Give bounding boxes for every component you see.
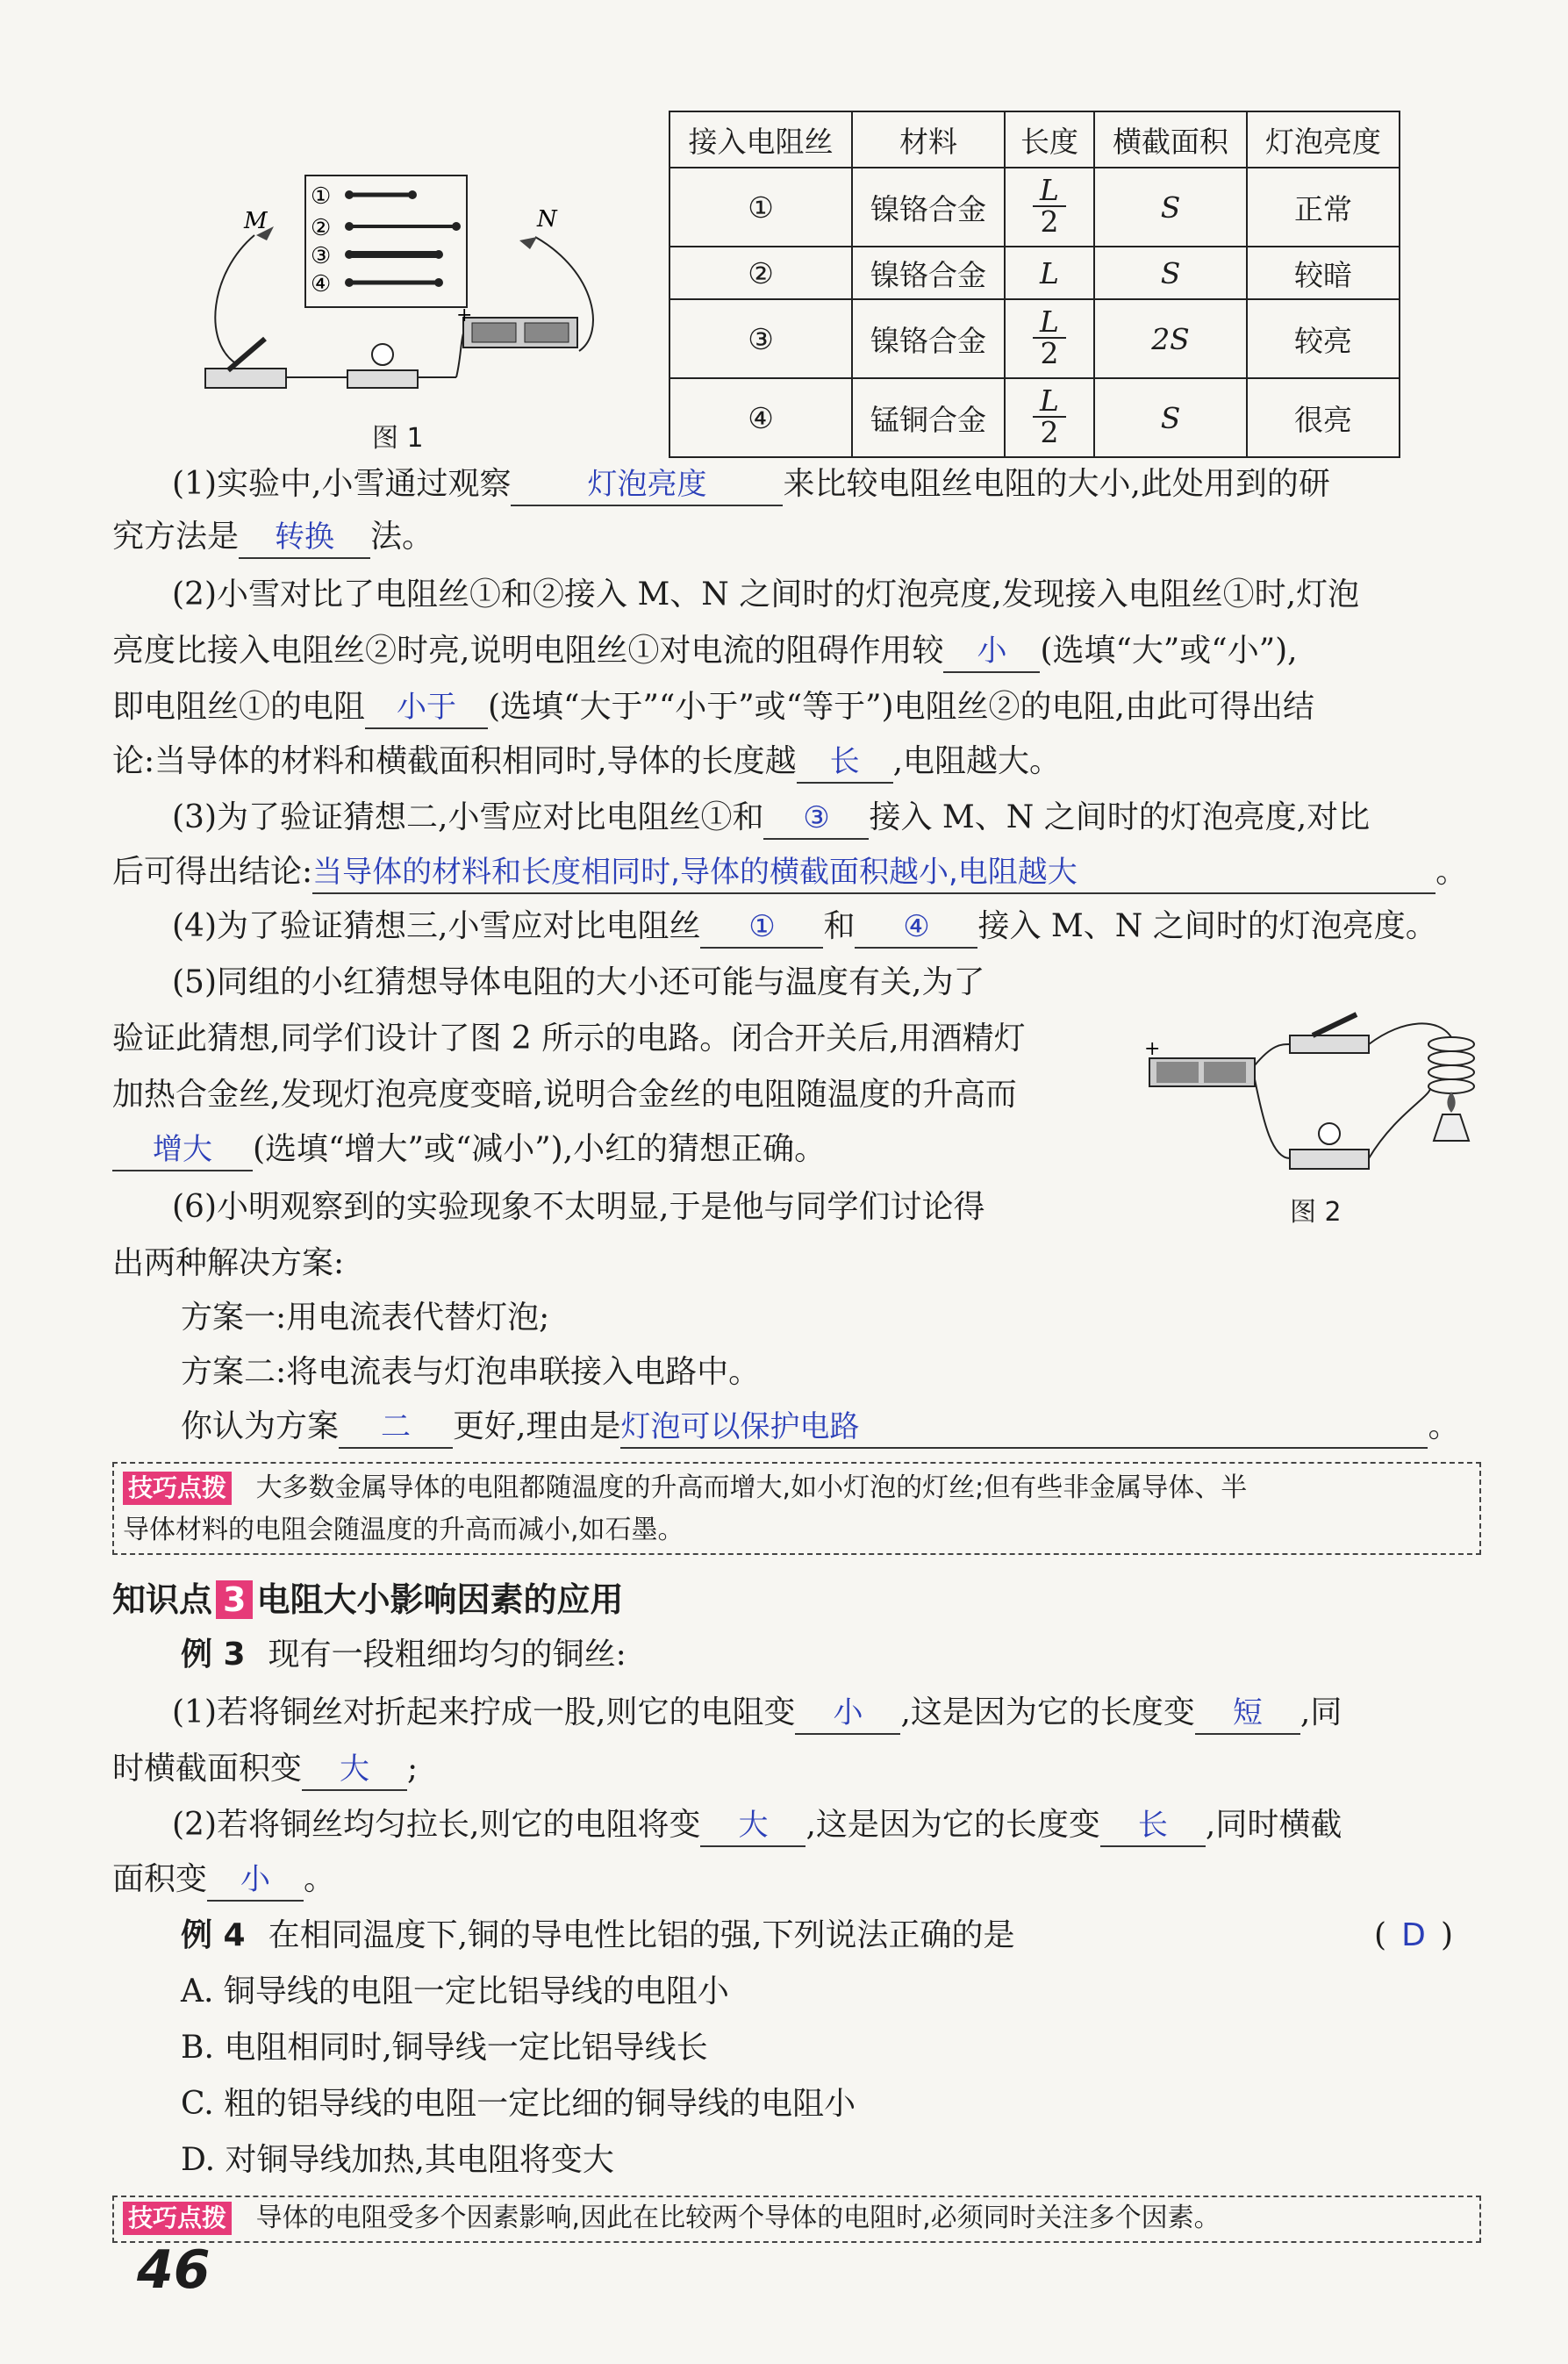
q6-plan2: 方案二:将电流表与灯泡串联接入电路中。 xyxy=(181,1354,761,1390)
q6-line2: 出两种解决方案: xyxy=(112,1245,345,1281)
table-row: ② 镍铬合金 L S 较暗 xyxy=(669,247,1400,299)
data-table xyxy=(669,111,1400,458)
q1-line1: (1)实验中,小雪通过观察 灯泡亮度 来比较电阻丝电阻的大小,此处用到的研 xyxy=(172,462,1330,507)
header-wire: 接入电阻丝 xyxy=(669,111,852,168)
header-material: 材料 xyxy=(852,111,1005,168)
q6-line1: (6)小明观察到的实验现象不太明显,于是他与同学们讨论得 xyxy=(172,1189,985,1225)
q3-line2: 后可得出结论:当导体的材料和长度相同时,导体的横截面积越小,电阻越大 。 xyxy=(112,849,1467,895)
knowledge-point-heading: 知识点 3 电阻大小影响因素的应用 xyxy=(112,1580,624,1619)
q5-line3: 加热合金丝,发现灯泡亮度变暗,说明合金丝的电阻随温度的升高而 xyxy=(112,1077,1017,1113)
header-area: 横截面积 xyxy=(1094,111,1247,168)
ex4-option-a: A. 铜导线的电阻一定比铝导线的电阻小 xyxy=(181,1974,729,2009)
figure-1-circuit xyxy=(193,167,623,421)
answer-blank: 增大 xyxy=(112,1129,253,1171)
fraction: $\frac{L}{2}$ xyxy=(1033,176,1066,237)
answer-blank: 小 xyxy=(943,631,1040,673)
wire-label-1: ① xyxy=(311,183,332,210)
answer-blank: 小 xyxy=(795,1693,900,1735)
q2-line4: 论:当导体的材料和横截面积相同时,导体的长度越 长 ,电阻越大。 xyxy=(112,739,1061,784)
answer-blank: 转换 xyxy=(239,517,370,559)
answer-blank: ④ xyxy=(855,906,977,949)
answer-blank: 大 xyxy=(302,1749,407,1791)
ex4-answer: ( D ) xyxy=(1374,1917,1454,1953)
figure-1-caption: 图 1 xyxy=(372,423,424,454)
q1-line2: 究方法是 转换 法。 xyxy=(112,514,433,560)
figure-2-circuit xyxy=(1141,1009,1492,1185)
header-length: 长度 xyxy=(1005,111,1094,168)
header-brightness: 灯泡亮度 xyxy=(1247,111,1400,168)
fraction: $\frac{L}{2}$ xyxy=(1033,386,1066,448)
ex4-option-b: B. 电阻相同时,铜导线一定比铝导线长 xyxy=(181,2030,708,2066)
plus-sign: + xyxy=(456,304,473,326)
table-row: ③ 镍铬合金 $\frac{L}{2}$ 2S 较亮 xyxy=(669,299,1400,378)
answer-blank: 短 xyxy=(1195,1693,1300,1735)
answer-blank: 长 xyxy=(1100,1805,1206,1847)
table-row: ① 镍铬合金 $\frac{L}{2}$ S 正常 xyxy=(669,168,1400,247)
q2-line1: (2)小雪对比了电阻丝①和②接入 M、N 之间时的灯泡亮度,发现接入电阻丝①时,灯泡 xyxy=(172,577,1360,612)
plus-sign: + xyxy=(1144,1038,1161,1060)
ex4-option-c: C. 粗的铝导线的电阻一定比细的铜导线的电阻小 xyxy=(181,2086,856,2122)
ex3-line1: (1)若将铜丝对折起来拧成一股,则它的电阻变 小 ,这是因为它的长度变 短 ,同 xyxy=(172,1690,1342,1736)
wire-label-4: ④ xyxy=(311,271,332,297)
answer-blank: 灯泡亮度 xyxy=(511,464,783,506)
q5-line2: 验证此猜想,同学们设计了图 2 所示的电路。闭合开关后,用酒精灯 xyxy=(112,1021,1026,1057)
ex3-line2: 时横截面积变 大 ; xyxy=(112,1746,418,1792)
ex4-option-d: D. 对铜导线加热,其电阻将变大 xyxy=(181,2142,614,2178)
wire-label-3: ③ xyxy=(311,243,332,269)
q6-plan1: 方案一:用电流表代替灯泡; xyxy=(181,1300,550,1336)
table-row: ④ 锰铜合金 $\frac{L}{2}$ S 很亮 xyxy=(669,378,1400,457)
answer-blank: ③ xyxy=(763,798,869,840)
tip-box-2: 技巧点拨 导体的电阻受多个因素影响,因此在比较两个导体的电阻时,必须同时关注多个因素。 xyxy=(112,2196,1481,2243)
q3-line1: (3)为了验证猜想二,小雪应对比电阻丝①和 ③ 接入 M、N 之间时的灯泡亮度,对比 xyxy=(172,795,1370,841)
wire-label-2: ② xyxy=(311,215,332,241)
ex3-line4: 面积变 小 。 xyxy=(112,1857,335,1902)
figure-2-caption: 图 2 xyxy=(1290,1197,1342,1228)
tip-tag: 技巧点拨 xyxy=(123,1472,232,1505)
label-n: N xyxy=(537,206,557,233)
tip-box-1: 技巧点拨 大多数金属导体的电阻都随温度的升高而增大,如小灯泡的灯丝;但有些非金属导体、半 导体材料的电阻会随温度的升高而减小,如石墨。 xyxy=(112,1462,1481,1555)
page-number: 46 xyxy=(137,2239,211,2301)
answer-blank: 小于 xyxy=(365,687,488,729)
ex4-stem: 例 4 在相同温度下,铜的导电性比铝的强,下列说法正确的是 xyxy=(181,1917,1015,1953)
answer-blank: 二 xyxy=(339,1407,453,1449)
q4-line1: (4)为了验证猜想三,小雪应对比电阻丝 ① 和 ④ 接入 M、N 之间时的灯泡亮度。 xyxy=(172,904,1437,949)
q5-line1: (5)同组的小红猜想导体电阻的大小还可能与温度有关,为了 xyxy=(172,964,985,1000)
ex3-intro: 例 3 现有一段粗细均匀的铜丝: xyxy=(181,1637,626,1673)
answer-blank: 大 xyxy=(700,1805,805,1847)
answer-blank: 当导体的材料和长度相同时,导体的横截面积越小,电阻越大 xyxy=(312,852,1436,894)
answer-blank: ① xyxy=(700,906,823,949)
ex3-line3: (2)若将铜丝均匀拉长,则它的电阻将变 大 ,这是因为它的长度变 长 ,同时横截 xyxy=(172,1802,1342,1848)
q6-line5: 你认为方案 二 更好,理由是灯泡可以保护电路 。 xyxy=(181,1404,1459,1450)
answer-blank: 小 xyxy=(207,1859,304,1902)
answer-blank: 灯泡可以保护电路 xyxy=(620,1407,1428,1449)
q2-line3: 即电阻丝①的电阻 小于 (选填“大于”“小于”或“等于”)电阻丝②的电阻,由此可得出结 xyxy=(112,684,1314,730)
answer-blank: 长 xyxy=(797,741,893,784)
label-m: M xyxy=(244,208,268,234)
q5-line4: 增大 (选填“增大”或“减小”),小红的猜想正确。 xyxy=(112,1127,826,1172)
tip-tag: 技巧点拨 xyxy=(123,2202,232,2235)
fraction: $\frac{L}{2}$ xyxy=(1033,307,1066,369)
q2-line2: 亮度比接入电阻丝②时亮,说明电阻丝①对电流的阻碍作用较 小 (选填“大”或“小”), xyxy=(112,628,1298,674)
